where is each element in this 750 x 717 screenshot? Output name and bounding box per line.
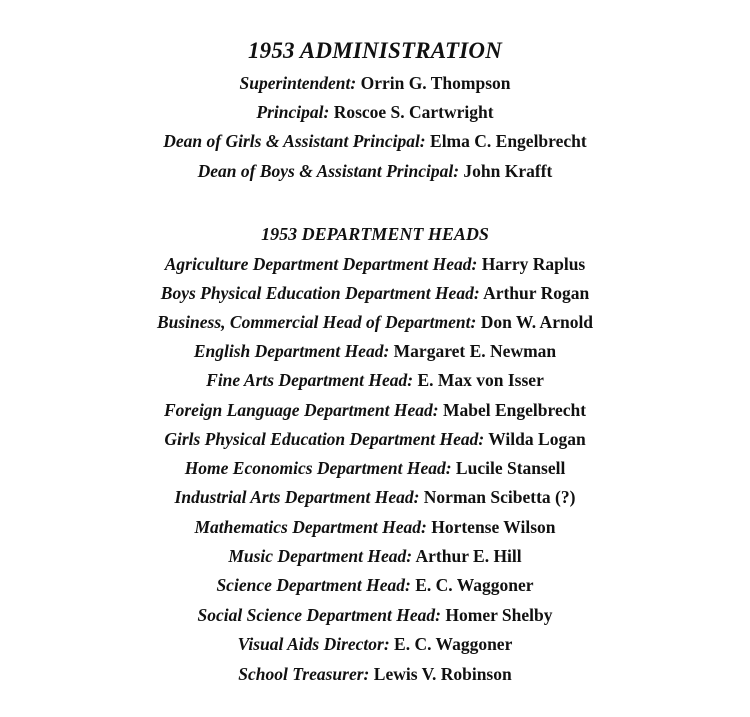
person-name: Hortense Wilson — [431, 517, 556, 537]
role-label: Fine Arts Department Head: — [206, 370, 414, 390]
admin-entry-principal — [0, 101, 750, 123]
dept-entry — [0, 311, 750, 333]
person-name: E. C. Waggoner — [394, 634, 513, 654]
role-label: Social Science Department Head: — [197, 605, 441, 625]
administration-heading: 1953 ADMINISTRATION — [247, 38, 503, 63]
role-label: Principal: — [256, 102, 330, 122]
admin-entry-dean-of-boys — [0, 160, 750, 182]
role-label: Business, Commercial Head of Department: — [156, 312, 477, 332]
dept-entry — [0, 516, 750, 538]
person-name: John Krafft — [463, 161, 553, 181]
role-label: Home Economics Department Head: — [184, 458, 452, 478]
dept-entry — [0, 340, 750, 362]
dept-entry — [0, 574, 750, 596]
role-label: Dean of Boys & Assistant Principal: — [197, 161, 460, 181]
role-label: Dean of Girls & Assistant Principal: — [163, 131, 426, 151]
role-label: Agriculture Department Department Head: — [164, 254, 478, 274]
person-name: Roscoe S. Cartwright — [333, 102, 494, 122]
person-name: Mabel Engelbrecht — [442, 400, 587, 420]
person-name: Lucile Stansell — [455, 458, 566, 478]
person-name: Harry Raplus — [481, 254, 586, 274]
person-name: Elma C. Engelbrecht — [430, 131, 587, 151]
person-name: E. C. Waggoner — [415, 575, 534, 595]
dept-entry — [0, 633, 750, 655]
dept-entry — [0, 369, 750, 391]
dept-entry — [0, 545, 750, 567]
person-name: Homer Shelby — [445, 605, 553, 625]
role-label: Science Department Head: — [216, 575, 411, 595]
person-name: Norman Scibetta (?) — [423, 487, 576, 507]
role-label: Industrial Arts Department Head: — [174, 487, 420, 507]
dept-entry — [0, 486, 750, 508]
role-label: Music Department Head: — [228, 546, 413, 566]
dept-entry — [0, 253, 750, 275]
role-label: Girls Physical Education Department Head: — [164, 429, 485, 449]
dept-entry — [0, 428, 750, 450]
person-name: Arthur Rogan — [483, 283, 590, 303]
role-label: School Treasurer: — [238, 664, 370, 684]
dept-entry — [0, 457, 750, 479]
role-label: Mathematics Department Head: — [194, 517, 427, 537]
person-name: Arthur E. Hill — [415, 546, 522, 566]
admin-entry-dean-of-girls — [0, 130, 750, 152]
role-label: Superintendent: — [239, 73, 357, 93]
person-name: Lewis V. Robinson — [373, 664, 512, 684]
person-name: Don W. Arnold — [480, 312, 594, 332]
department-heads-heading: 1953 DEPARTMENT HEADS — [261, 224, 489, 244]
dept-entry — [0, 282, 750, 304]
role-label: Foreign Language Department Head: — [163, 400, 439, 420]
admin-entry-superintendent — [0, 72, 750, 94]
role-label: Boys Physical Education Department Head: — [160, 283, 480, 303]
person-name: E. Max von Isser — [417, 370, 544, 390]
person-name: Margaret E. Newman — [393, 341, 557, 361]
role-label: English Department Head: — [193, 341, 390, 361]
dept-entry — [0, 663, 750, 685]
role-label: Visual Aids Director: — [237, 634, 390, 654]
person-name: Orrin G. Thompson — [360, 73, 511, 93]
person-name: Wilda Logan — [488, 429, 586, 449]
dept-entry — [0, 604, 750, 626]
dept-entry — [0, 399, 750, 421]
